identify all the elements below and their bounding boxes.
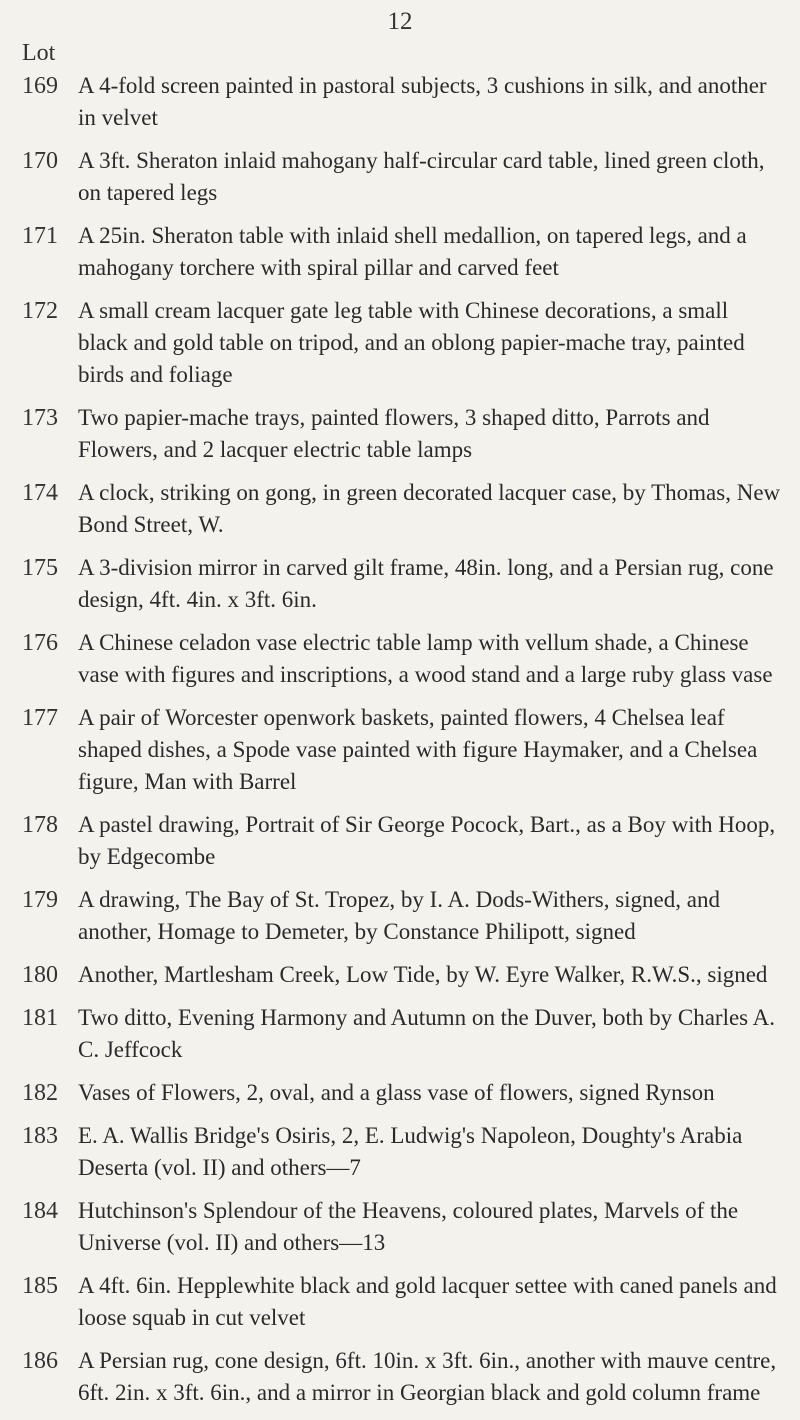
lot-description: A pair of Worcester openwork baskets, painted flowers, 4 Chelsea leaf shaped dishes, a Spode vase painted with figure Haymaker, and a Chelsea figure, Man with Barrel	[78, 705, 758, 794]
lot-number: 186	[22, 1348, 58, 1374]
lot-number: 175	[22, 555, 58, 581]
lot-entry	[0, 477, 800, 541]
lot-description: A pastel drawing, Portrait of Sir George Pocock, Bart., as a Boy with Hoop, by Edgecombe	[78, 812, 776, 869]
lot-entry	[0, 809, 800, 873]
lot-number: 182	[22, 1080, 58, 1106]
lot-entry	[0, 627, 800, 691]
lot-number: 170	[22, 148, 58, 174]
lot-entry	[0, 1077, 800, 1109]
lot-entry	[0, 295, 800, 391]
lot-entry	[0, 884, 800, 948]
lot-entry	[0, 1345, 800, 1409]
page-number: 12	[387, 8, 413, 35]
lot-number: 174	[22, 480, 58, 506]
lot-description: A 4ft. 6in. Hepplewhite black and gold lacquer settee with caned panels and loose squab in cut velvet	[78, 1273, 777, 1330]
lot-entry	[0, 1195, 800, 1259]
lot-entry	[0, 1270, 800, 1334]
lot-number: 169	[22, 73, 58, 99]
lot-description: Two ditto, Evening Harmony and Autumn on the Duver, both by Charles A. C. Jeffcock	[78, 1005, 775, 1062]
lot-number: 178	[22, 812, 58, 838]
lot-number: 171	[22, 223, 58, 249]
lot-number: 184	[22, 1198, 58, 1224]
lot-description: A 4-fold screen painted in pastoral subjects, 3 cushions in silk, and another in velvet	[78, 73, 767, 130]
lot-column-header: Lot	[22, 40, 56, 66]
lot-list	[0, 70, 800, 1420]
lot-entry	[0, 70, 800, 134]
lot-number: 180	[22, 962, 58, 988]
lot-description: Another, Martlesham Creek, Low Tide, by W. Eyre Walker, R.W.S., signed	[78, 962, 768, 987]
lot-entry	[0, 1002, 800, 1066]
lot-entry	[0, 552, 800, 616]
lot-description: Vases of Flowers, 2, oval, and a glass vase of flowers, signed Rynson	[78, 1080, 715, 1105]
lot-number: 181	[22, 1005, 58, 1031]
lot-number: 177	[22, 705, 58, 731]
lot-description: A 3ft. Sheraton inlaid mahogany half-circular card table, lined green cloth, on tapered legs	[78, 148, 765, 205]
lot-description: Hutchinson's Splendour of the Heavens, coloured plates, Marvels of the Universe (vol. II) and others—13	[78, 1198, 739, 1255]
lot-entry	[0, 1120, 800, 1184]
lot-description: A 25in. Sheraton table with inlaid shell medallion, on tapered legs, and a mahogany torchere with spiral pillar and carved feet	[78, 223, 747, 280]
lot-description: A drawing, The Bay of St. Tropez, by I. A. Dods-Withers, signed, and another, Homage to Demeter, by Constance Philipott, signed	[78, 887, 720, 944]
lot-description: A Chinese celadon vase electric table lamp with vellum shade, a Chinese vase with figures and inscriptions, a wood stand and a large ruby glass vase	[78, 630, 773, 687]
lot-entry	[0, 402, 800, 466]
lot-description: A Persian rug, cone design, 6ft. 10in. x 3ft. 6in., another with mauve centre, 6ft. 2in. x 3ft. 6in., and a mirror in Georgian black and gold column frame	[78, 1348, 777, 1405]
lot-number: 183	[22, 1123, 58, 1149]
lot-description: A small cream lacquer gate leg table with Chinese decorations, a small black and gold table on tripod, and an oblong papier-mache tray, painted birds and foliage	[78, 298, 745, 387]
lot-description: A clock, striking on gong, in green decorated lacquer case, by Thomas, New Bond Street, W.	[78, 480, 781, 537]
lot-number: 185	[22, 1273, 58, 1299]
lot-description: Two papier-mache trays, painted flowers, 3 shaped ditto, Parrots and Flowers, and 2 lacquer electric table lamps	[78, 405, 710, 462]
lot-description: E. A. Wallis Bridge's Osiris, 2, E. Ludwig's Napoleon, Doughty's Arabia Deserta (vol. II) and others—7	[78, 1123, 743, 1180]
lot-number: 176	[22, 630, 58, 656]
lot-entry	[0, 959, 800, 991]
lot-entry	[0, 702, 800, 798]
lot-number: 172	[22, 298, 58, 324]
lot-entry	[0, 145, 800, 209]
lot-entry	[0, 220, 800, 284]
lot-description: A 3-division mirror in carved gilt frame, 48in. long, and a Persian rug, cone design, 4ft. 4in. x 3ft. 6in.	[78, 555, 774, 612]
lot-number: 179	[22, 887, 58, 913]
lot-number: 173	[22, 405, 58, 431]
